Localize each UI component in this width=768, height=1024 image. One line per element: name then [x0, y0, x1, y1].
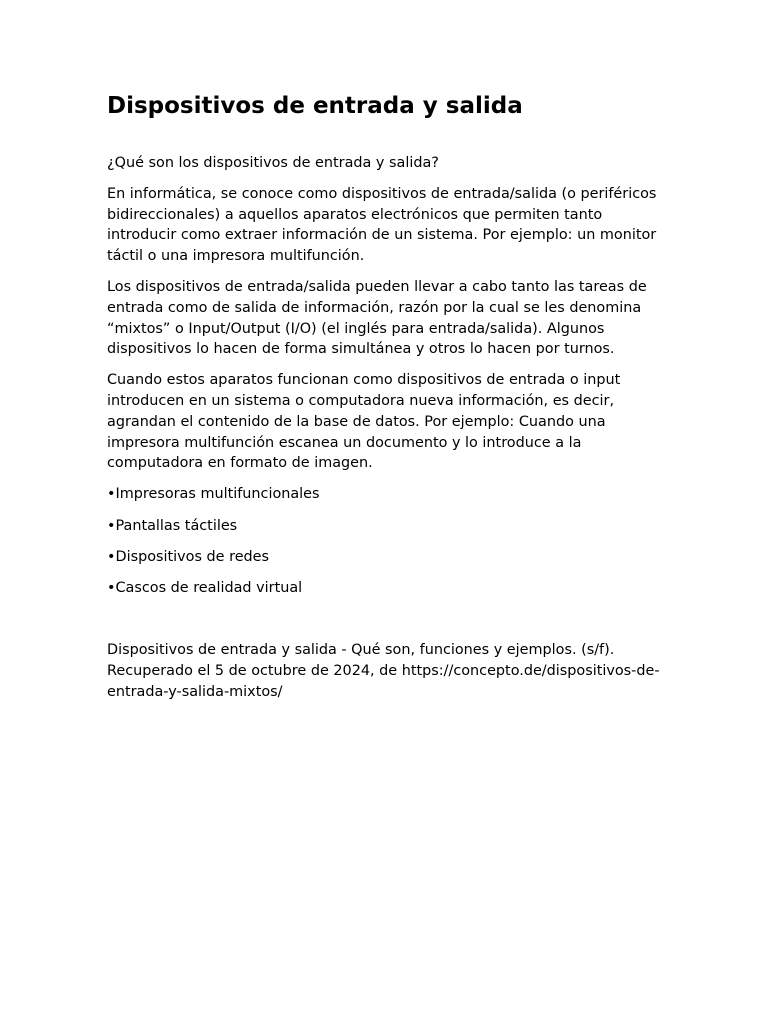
bullet-list	[107, 484, 668, 599]
reference-citation: Dispositivos de entrada y salida - Qué son, funciones y ejemplos. (s/f). Recuperado el 5 de octubre de 2024, de https://concepto.de/dispositivos-de-entrada-y-salida-mixtos/	[107, 642, 660, 700]
list-item: •Pantallas táctiles	[107, 517, 238, 534]
document-title: Dispositivos de entrada y salida	[107, 93, 523, 119]
list-item: •Dispositivos de redes	[107, 548, 270, 565]
list-item: •Cascos de realidad virtual	[107, 580, 303, 597]
question-paragraph: ¿Qué son los dispositivos de entrada y salida?	[107, 155, 439, 171]
paragraph-definition: En informática, se conoce como dispositivos de entrada/salida (o periféricos bidireccionales) a aquellos aparatos electrónicos que permiten tanto introducir como extraer información de un sistema. Por ejemplo: un monitor táctil o una impresora multifunción.	[107, 185, 657, 265]
paragraph-input-function: Cuando estos aparatos funcionan como dispositivos de entrada o input introducen en un sistema o computadora nueva información, es decir, agrandan el contenido de la base de datos. Por ejemplo: Cuando una impresora multifunción escanea un documento y lo introduce a la computadora en formato de imagen.	[107, 372, 621, 472]
list-item: •Impresoras multifuncionales	[107, 486, 320, 503]
paragraph-mixed-devices: Los dispositivos de entrada/salida pueden llevar a cabo tanto las tareas de entrada como de salida de información, razón por la cual se les denomina “mixtos” o Input/Output (I/O) (el inglés para entrada/salida). Algunos dispositivos lo hacen de forma simultánea y otros lo hacen por turnos.	[107, 278, 647, 358]
